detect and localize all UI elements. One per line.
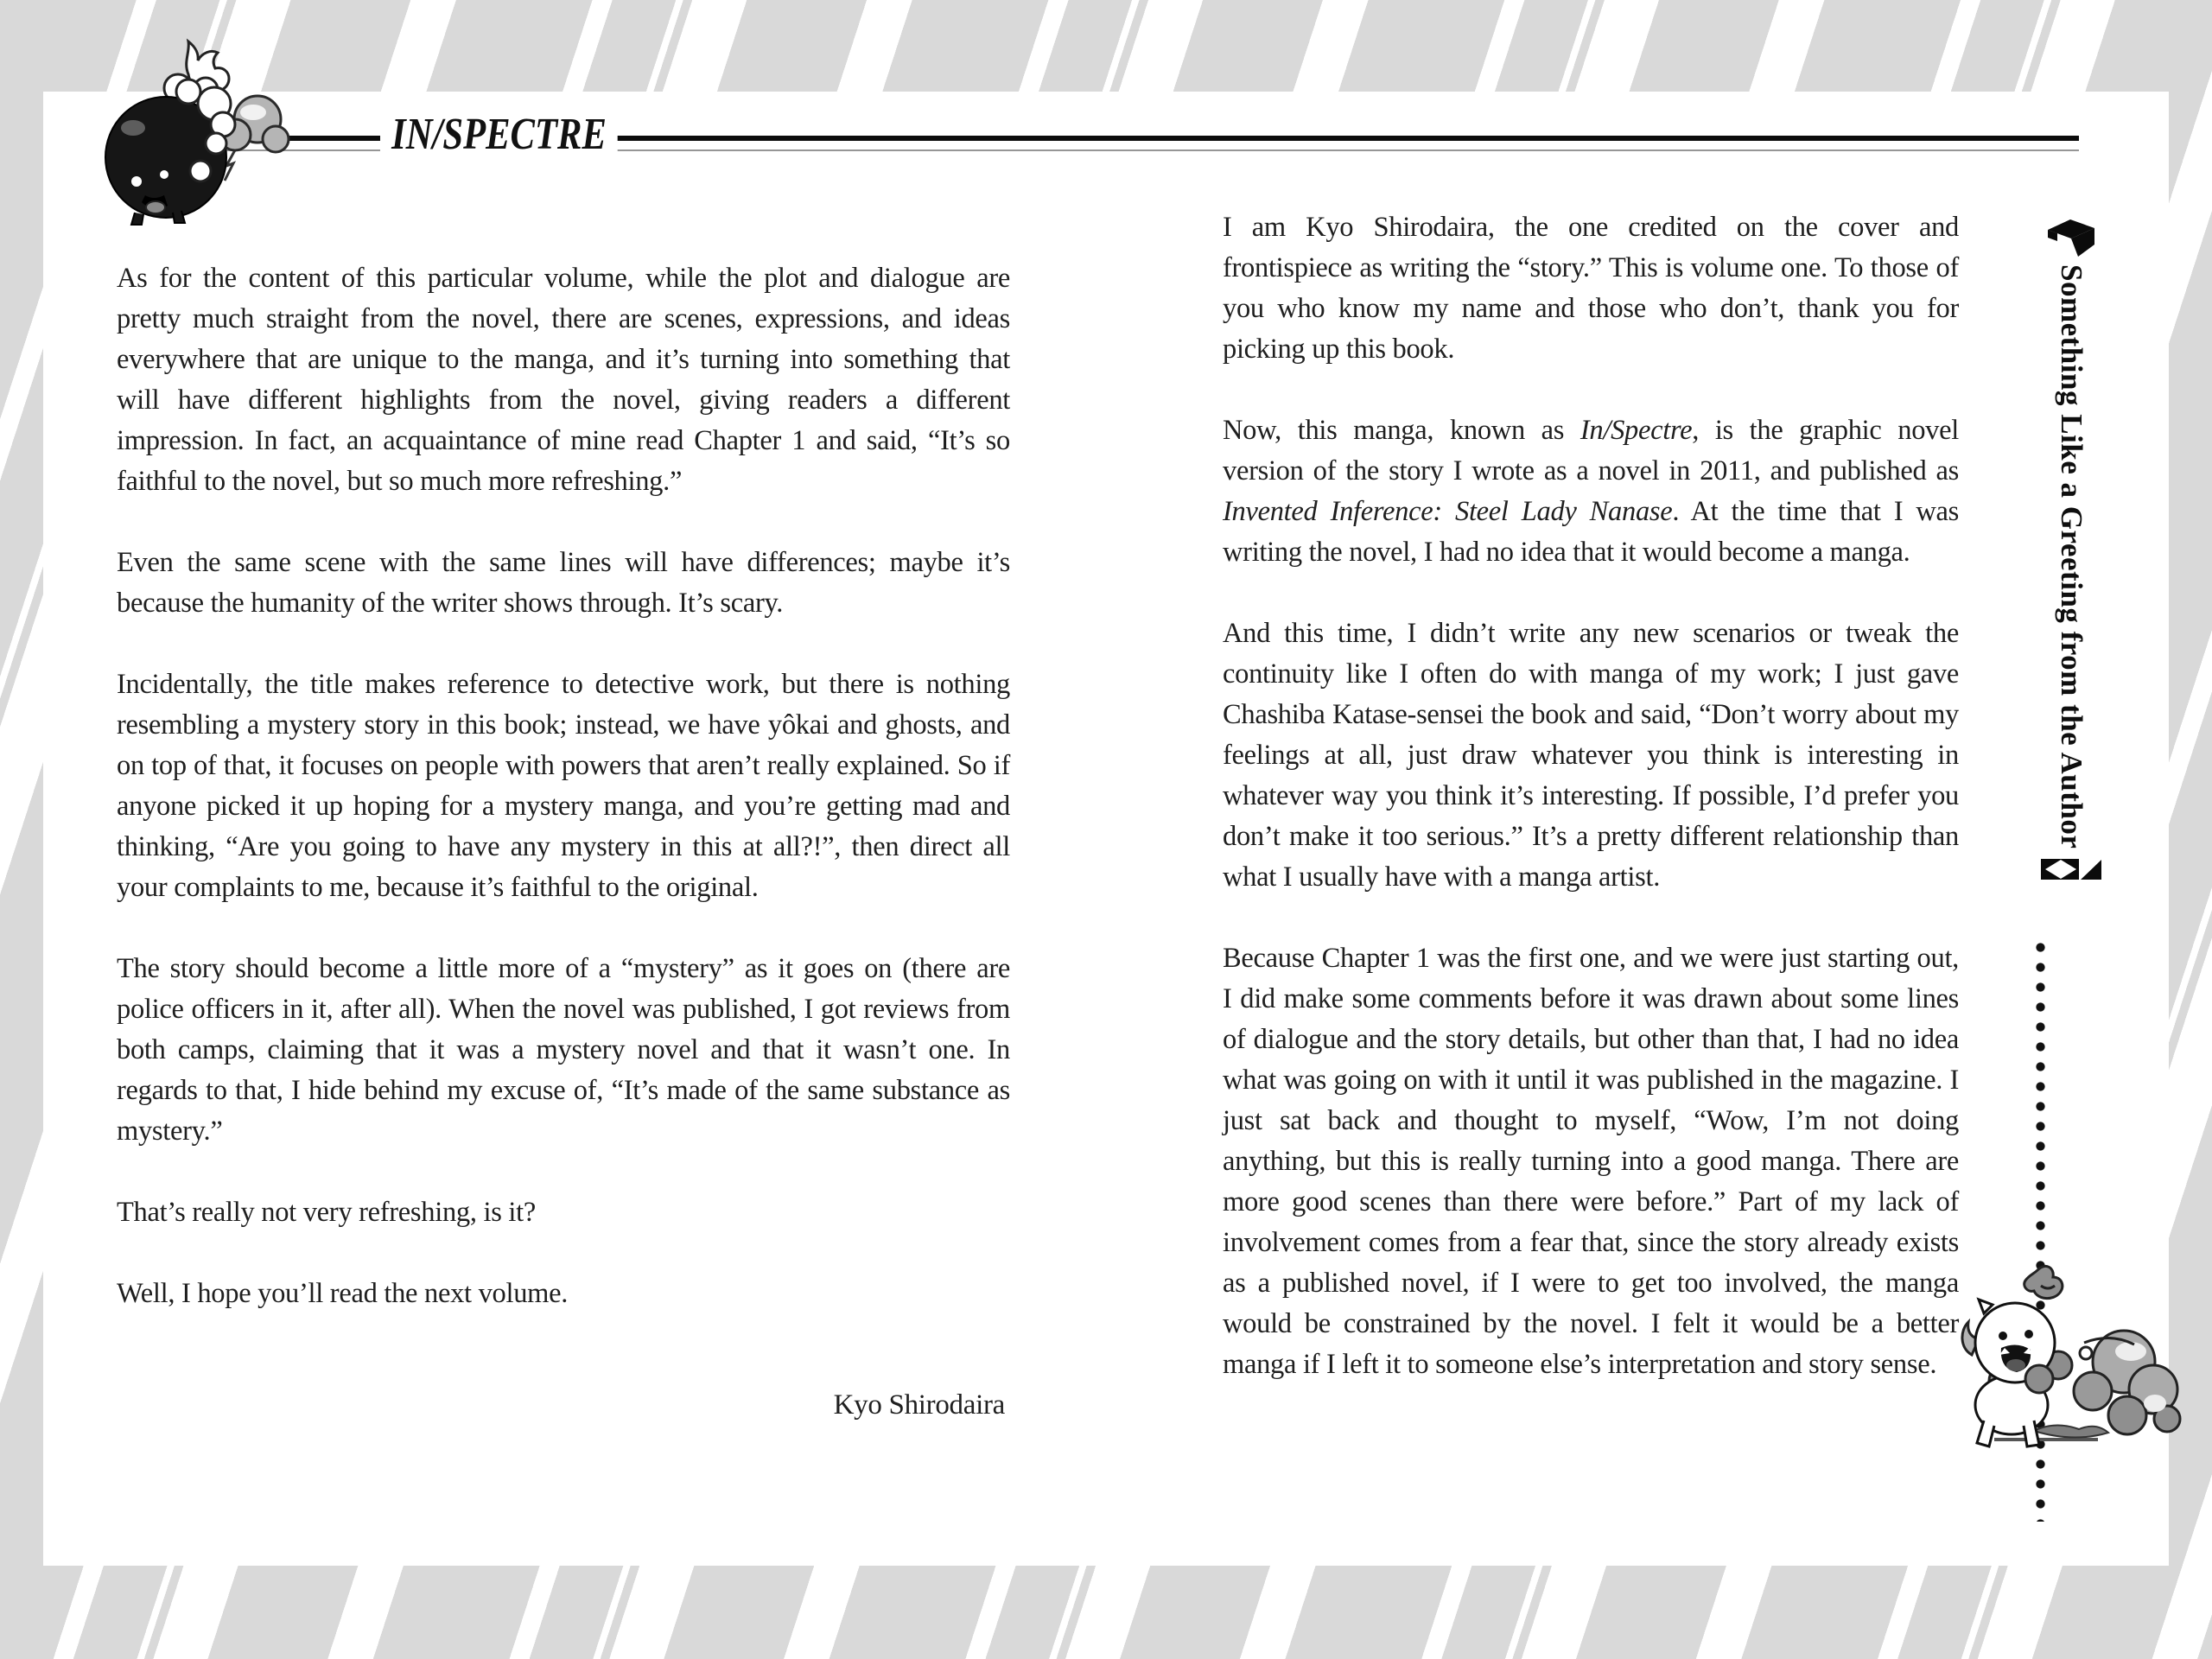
tongue <box>2006 1359 2025 1371</box>
black-yokai-dog-illustration <box>85 36 308 226</box>
eye-right <box>2024 1330 2033 1338</box>
floating-puff-icon <box>2024 1266 2063 1298</box>
left-text-column <box>117 258 1010 1355</box>
paragraph: As for the content of this particular volume, while the plot and dialogue are pretty much straight from the novel, there are scenes, expressions, and ideas everywhere that are unique to the manga, and it’s turning into something that will have different highlights from the novel, giving readers a different impression. In fact, an acquaintance of mine read Chapter 1 and said, “It’s so faithful to the novel, but so much more refreshing.” <box>117 263 1010 497</box>
paragraph: That’s really not very refreshing, is it? <box>117 1197 536 1228</box>
paragraph: Even the same scene with the same lines will have differences; maybe it’s because the humanity of the writer shows through. It’s scary. <box>117 547 1010 619</box>
right-text-column <box>1223 207 1959 1426</box>
paragraph: Well, I hope you’ll read the next volume. <box>117 1278 569 1309</box>
paragraph: I am Kyo Shirodaira, the one credited on the cover and frontispiece as writing the “story.” This is volume one. To those of you who know my name and those who don’t, thank you for picking up this book. <box>1223 212 1959 365</box>
author-signature: Kyo Shirodaira <box>833 1389 1005 1421</box>
pennant-diamond-icon <box>2041 857 2101 881</box>
paragraph: Now, this manga, known as In/Spectre, is the graphic novel version of the story I wrote as a novel in 2011, and published as Invented Inference: Steel Lady Nanase. At the time that I was writing the novel, I had no idea that it would become a manga. <box>1223 415 1959 568</box>
eye-left <box>1999 1332 2007 1340</box>
series-title: IN/SPECTRE <box>380 109 618 160</box>
front-leg <box>1977 1421 1994 1446</box>
eye-left <box>131 176 142 187</box>
white-yokai-dog-illustration <box>1955 1260 2196 1478</box>
sidebar-title: Something Like a Greeting from the Author <box>2055 264 2088 849</box>
leg-front <box>131 213 143 225</box>
eye-right <box>160 170 168 179</box>
folded-banner-icon <box>2044 216 2098 259</box>
paragraph: Because Chapter 1 was the first one, and we were just starting out, I did make some comments before it was drawn about some lines of dialogue and the story details, but other than that, I had no idea what was going on with it until it was published in the magazine. I just sat back and thought to myself, “Wow, I’m not doing anything, but this is really turning into a good manga. There are more good scenes than there were before.” Part of my lack of involvement comes from a fear that, since the story already exists as a published novel, if I were to get too involved, the manga would be constrained by the novel. I felt it would be a better manga if I left it to someone else’s interpretation and story sense. <box>1223 943 1959 1380</box>
paragraph: The story should become a little more of a “mystery” as it goes on (there are police officers in it, after all). When the novel was published, I got reviews from both camps, claiming that it was a mystery novel and that it wasn’t one. In regards to that, I hide behind my excuse of, “It’s made of the same substance as mystery.” <box>117 953 1010 1147</box>
chapter-sidebar <box>2018 216 2124 881</box>
paragraph: Incidentally, the title makes reference to detective work, but there is nothing resembling a mystery story in this book; instead, we have yôkai and ghosts, and on top of that, it focuses on people with powers that aren’t really explained. So if anyone picked it up hoping for a mystery manga, and you’re getting mad and thinking, “Are you going to have any mystery in this at all?!”, then direct all your complaints to me, because it’s faithful to the original. <box>117 669 1010 903</box>
signature-block <box>117 1344 1010 1426</box>
gray-spot <box>121 120 145 136</box>
smoke-cloud <box>2074 1331 2180 1434</box>
paragraph: And this time, I didn’t write any new scenarios or tweak the continuity like I often do with manga of my work; I just gave Chashiba Katase-sensei the book and said, “Don’t worry about my feelings at all, just draw whatever you think is interesting in whatever way you think it’s interesting. If possible, I’d prefer you don’t make it too serious.” It’s a pretty different relationship than what I usually have with a manga artist. <box>1223 618 1959 893</box>
tongue <box>146 201 165 213</box>
bubble <box>2080 1347 2092 1359</box>
